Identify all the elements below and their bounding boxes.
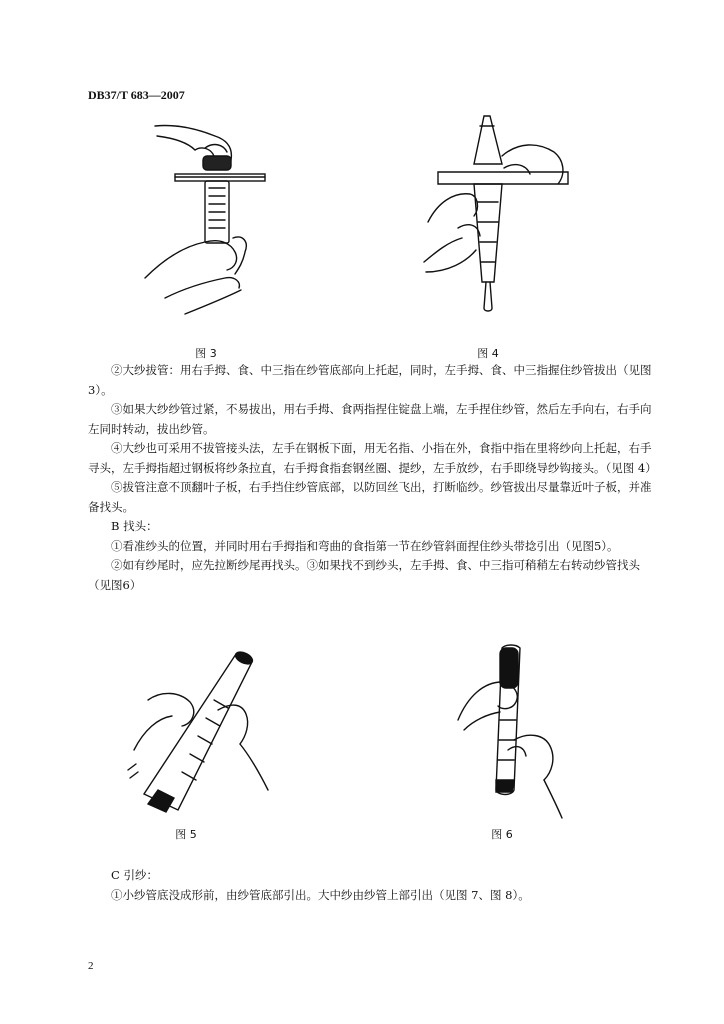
figure-5-caption: 图 5 (175, 828, 197, 841)
paragraph: ④大纱也可采用不拔管接头法，左手在钢板下面，用无名指、小指在外，食指中指在里将纱向上托起，右手寻头，左手拇指超过钢板将纱条拉直，右手拇食指套钢丝圈、提纱，左手放纱，右手即绕导纱钩接头。（见图 4） (88, 441, 657, 475)
paragraph: ③如果大纱纱管过紧，不易拔出，用右手拇、食两指捏住锭盘上端，左手捏住纱管，然后左手向右，右手向左同时转动，拔出纱管。 (88, 402, 652, 436)
figure-6-illustration (444, 640, 574, 825)
figure-4-illustration (418, 112, 578, 322)
paragraph: ⑤拔管注意不顶翻叶子板，右手挡住纱管底部，以防回丝飞出，打断临纱。纱管拔出尽量靠近叶子板，并准备找头。 (88, 480, 652, 514)
paragraph: ②如有纱尾时，应先拉断纱尾再找头。③如果找不到纱头，左手拇、食、中三指可稍稍左右转动纱管找头（见图6） (88, 558, 640, 592)
figure-3-illustration (135, 118, 270, 318)
section-a-text (88, 361, 658, 595)
paragraph: ②大纱拔管：用右手拇、食、中三指在纱管底部向上托起，同时，左手拇、食、中三指握住纱管拔出（见图 3）。 (88, 363, 652, 397)
section-c-text (88, 866, 658, 905)
figure-3-caption: 图 3 (195, 347, 217, 360)
document-code-header: DB37/T 683—2007 (88, 88, 185, 102)
page-number: 2 (88, 960, 94, 972)
paragraph: ①小纱管底没成形前，由纱管底部引出。大中纱由纱管上部引出（见图 7、图 8）。 (111, 887, 530, 902)
paragraph: ①看准纱头的位置，并同时用右手拇指和弯曲的食指第一节在纱管斜面捏住纱头带捻引出（见图5）。 (111, 538, 619, 553)
figure-5-illustration (118, 640, 278, 825)
figure-6-caption: 图 6 (491, 828, 513, 841)
section-b-heading: B 找头： (111, 519, 158, 533)
section-c-heading: C 引纱： (111, 868, 158, 882)
figure-4-caption: 图 4 (477, 347, 499, 360)
